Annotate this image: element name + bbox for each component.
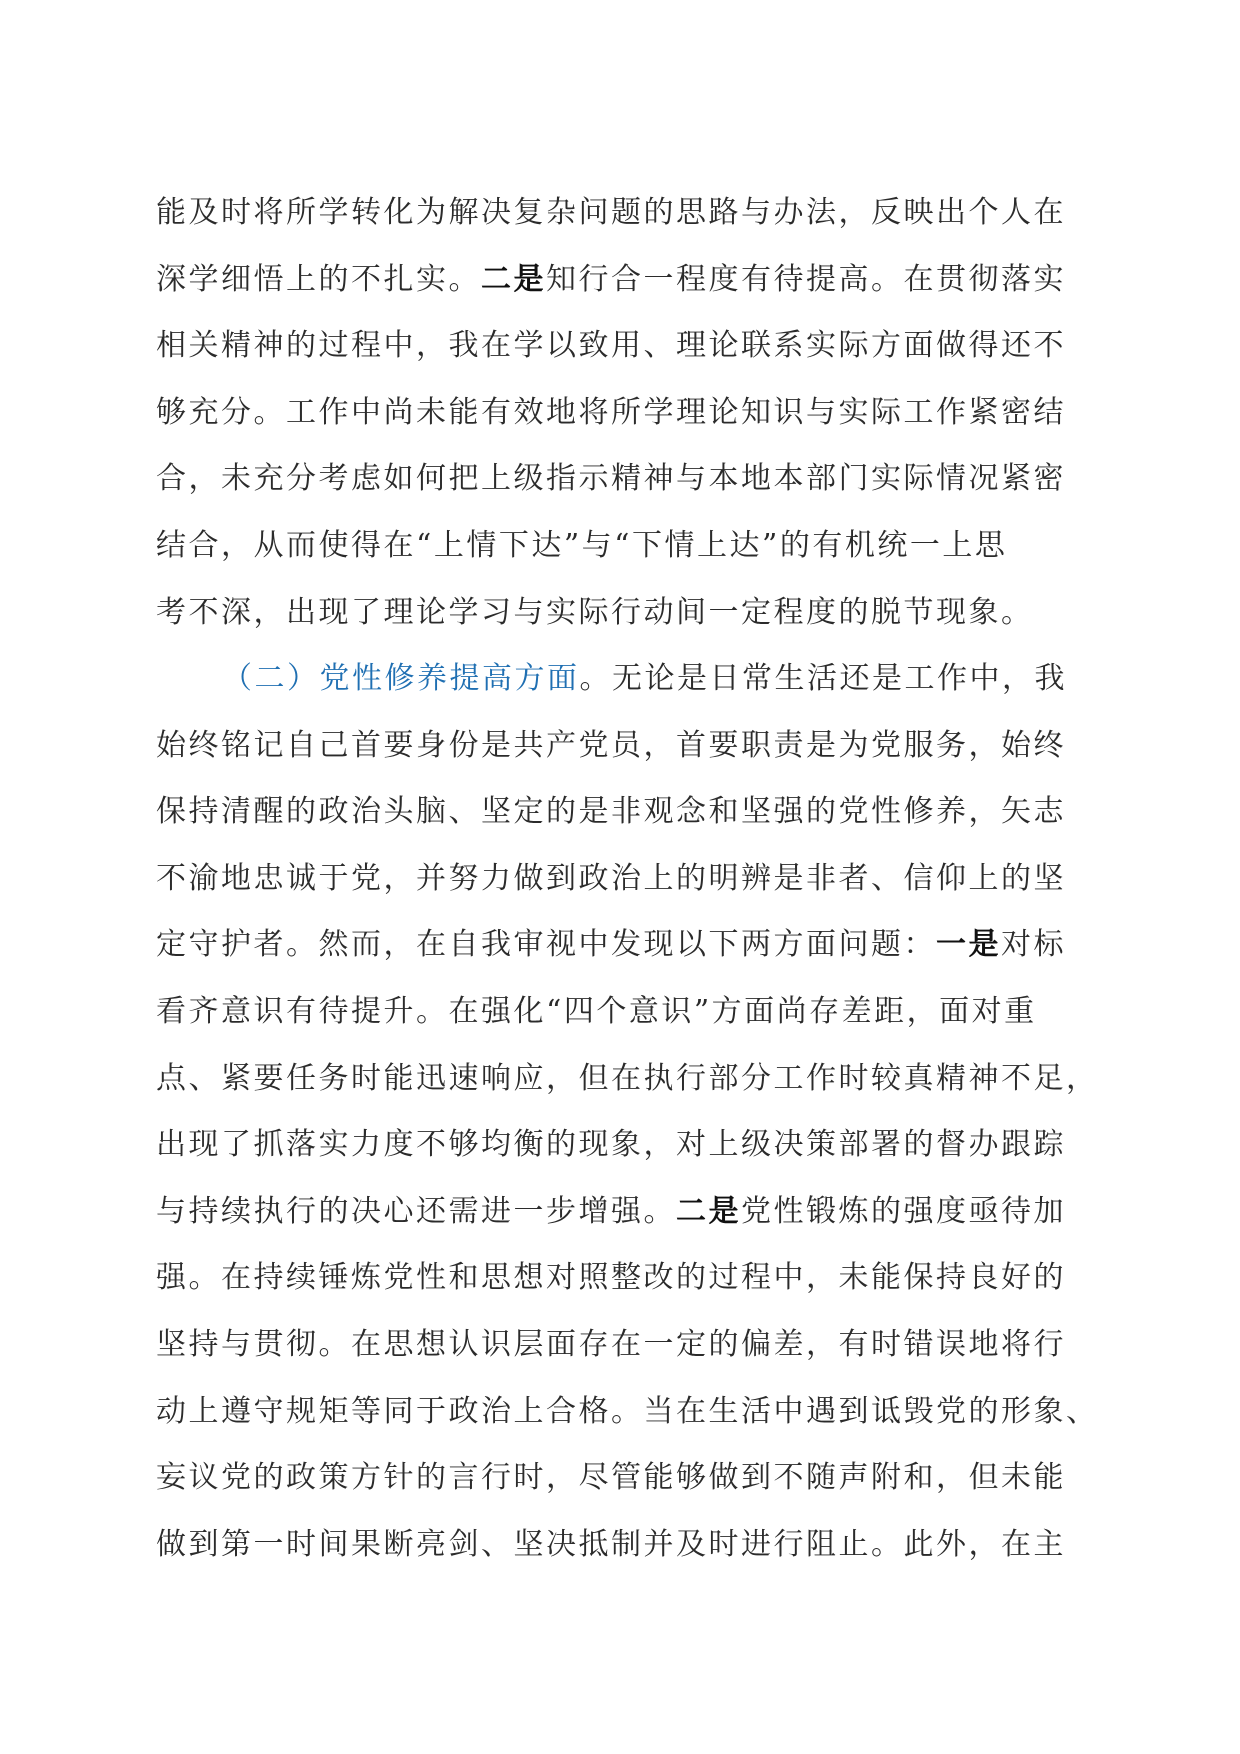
text-line: 始终铭记自己首要身份是共产党员，首要职责是为党服务，始终 — [156, 727, 1066, 763]
text-line — [156, 1179, 1086, 1246]
text-line: 出现了抓落实力度不够均衡的现象，对上级决策部署的督办跟踪 — [156, 1127, 1066, 1163]
text-line: 考不深，出现了理论学习与实际行动间一定程度的脱节现象。 — [156, 594, 1034, 630]
text-line: 妄议党的政策方针的言行时，尽管能够做到不随声附和，但未能 — [156, 1460, 1066, 1496]
paragraph-party-spirit — [156, 646, 1099, 1578]
text-line — [156, 247, 1086, 314]
text-segment: 与持续执行的决心还需进一步增强。 — [156, 1193, 676, 1229]
text-line: 能及时将所学转化为解决复杂问题的思路与办法，反映出个人在 — [156, 195, 1066, 230]
emphasis-label: 一是 — [936, 927, 1001, 963]
text-line: 够充分。工作中尚未能有效地将所学理论知识与实际工作紧密结 — [156, 394, 1066, 430]
text-segment: 深学细悟上的不扎实。 — [156, 261, 481, 297]
paragraph-study-application — [156, 180, 1086, 646]
text-line: 点、紧要任务时能迅速响应，但在执行部分工作时较真精神不足， — [156, 1060, 1099, 1096]
text-line: 相关精神的过程中，我在学以致用、理论联系实际方面做得还不 — [156, 328, 1066, 364]
text-segment: 党性锻炼的强度亟待加 — [741, 1193, 1066, 1229]
text-line: 不渝地忠诚于党，并努力做到政治上的明辨是非者、信仰上的坚 — [156, 860, 1066, 896]
section-heading: （二）党性修养提高方面 — [222, 661, 580, 696]
text-line: 强。在持续锤炼党性和思想对照整改的过程中，未能保持良好的 — [156, 1260, 1066, 1296]
text-segment: 定守护者。然而，在自我审视中发现以下两方面问题： — [156, 927, 936, 963]
text-line: 坚持与贯彻。在思想认识层面存在一定的偏差，有时错误地将行 — [156, 1326, 1066, 1362]
emphasis-label: 二是 — [676, 1193, 741, 1229]
text-segment: 。无论是日常生活还是工作中，我 — [579, 661, 1067, 696]
text-line — [156, 912, 1086, 979]
text-segment: 知行合一程度有待提高。在贯彻落实 — [546, 261, 1066, 297]
text-line: 结合，从而使得在“上情下达”与“下情上达”的有机统一上思 — [156, 527, 1008, 563]
text-line: 保持清醒的政治头脑、坚定的是非观念和坚强的党性修养，矢志 — [156, 794, 1066, 830]
text-line: 动上遵守规矩等同于政治上合格。当在生活中遇到诋毁党的形象、 — [156, 1393, 1099, 1429]
emphasis-label: 二是 — [481, 261, 546, 297]
section-heading-line — [156, 646, 1086, 713]
text-segment: 对标 — [1001, 927, 1066, 963]
text-line: 做到第一时间果断亮剑、坚决抵制并及时进行阻止。此外，在主 — [156, 1526, 1066, 1562]
text-line: 合，未充分考虑如何把上级指示精神与本地本部门实际情况紧密 — [156, 461, 1066, 497]
text-line: 看齐意识有待提升。在强化“四个意识”方面尚存差距，面对重 — [156, 993, 1037, 1029]
